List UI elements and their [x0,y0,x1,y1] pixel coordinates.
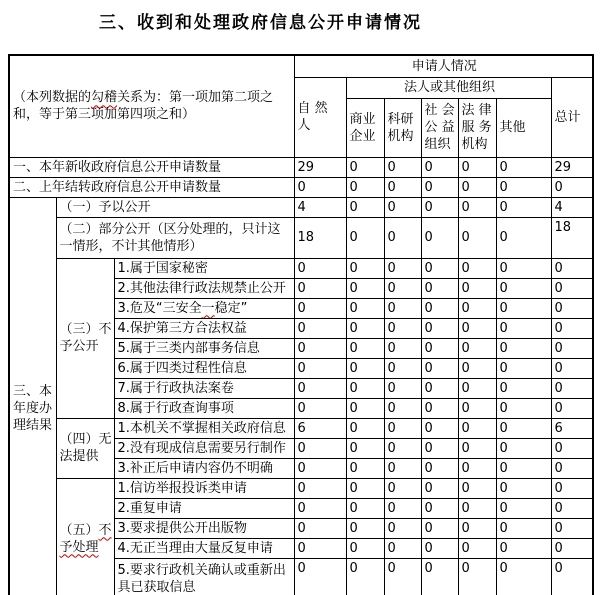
value-cell: 0 [384,398,421,418]
header-research: 科研机构 [384,98,421,157]
value-cell: 0 [458,217,496,258]
value-cell: 0 [294,538,346,558]
item-label: 6.属于四类过程性信息 [114,358,294,378]
value-cell: 0 [458,338,496,358]
value-cell: 0 [421,498,458,518]
value-cell: 0 [384,378,421,398]
row-label: 二、上年结转政府信息公开申请数量 [9,177,294,197]
value-cell: 6 [551,418,593,438]
value-cell: 0 [384,278,421,298]
header-row-1 [9,55,593,77]
value-cell: 0 [346,558,384,595]
value-cell: 0 [346,338,384,358]
value-cell: 29 [294,157,346,177]
value-cell: 0 [384,157,421,177]
value-cell: 0 [421,478,458,498]
value-cell: 0 [551,278,593,298]
value-cell: 0 [496,478,551,498]
section-results-label: 三、本年度办理结果 [9,197,56,595]
value-cell: 0 [384,177,421,197]
value-cell: 0 [496,458,551,478]
value-cell: 0 [346,157,384,177]
value-cell: 0 [421,338,458,358]
row-label: （一）予以公开 [56,197,294,217]
value-cell: 0 [384,438,421,458]
value-cell: 0 [458,298,496,318]
value-cell: 0 [458,538,496,558]
header-legal-org: 法人或其他组织 [346,77,551,98]
table-row [9,418,593,438]
note-cell [9,55,294,157]
value-cell: 0 [384,538,421,558]
value-cell: 0 [551,398,593,418]
value-cell: 0 [346,358,384,378]
value-cell: 0 [458,278,496,298]
item-label: 5.要求行政机关确认或重新出具已获取信息 [114,558,294,595]
table-row [9,157,593,177]
note-post: 关系为：第一项加第二项之和，等于第三项加第四项之和） [13,90,274,123]
disclosure-requests-table [8,54,594,595]
value-cell: 0 [346,418,384,438]
header-commercial: 商业企业 [346,98,384,157]
item-label: 1.本机关不掌握相关政府信息 [114,418,294,438]
value-cell: 0 [458,418,496,438]
value-cell: 0 [551,478,593,498]
value-cell: 0 [496,358,551,378]
item-label: 2.重复申请 [114,498,294,518]
table-row [9,478,593,498]
value-cell: 0 [294,478,346,498]
value-cell: 0 [294,498,346,518]
value-cell: 0 [551,558,593,595]
value-cell: 0 [421,217,458,258]
value-cell: 0 [294,458,346,478]
value-cell: 0 [496,498,551,518]
value-cell: 0 [384,518,421,538]
value-cell: 0 [384,318,421,338]
header-total: 总计 [551,77,593,157]
note-marked-text: 勾稽 [91,90,118,106]
value-cell: 0 [551,458,593,478]
value-cell: 0 [496,318,551,338]
item-label: 4.保护第三方合法权益 [114,318,294,338]
value-cell: 0 [421,558,458,595]
value-cell: 0 [551,518,593,538]
item-label: 3.补正后申请内容仍不明确 [114,458,294,478]
group-label-marked: 不予处理 [59,522,112,555]
value-cell: 0 [421,438,458,458]
header-other: 其他 [496,98,551,157]
value-cell: 0 [384,298,421,318]
value-cell: 0 [346,197,384,217]
value-cell: 0 [551,318,593,338]
table-row [9,217,593,258]
row-label: 一、本年新收政府信息公开申请数量 [9,157,294,177]
value-cell: 0 [496,518,551,538]
group-unable-label: （四）无法提供 [56,418,114,478]
item-label: 4.无正当理由大量反复申请 [114,538,294,558]
value-cell: 0 [346,278,384,298]
item-label [114,298,294,318]
value-cell: 0 [551,358,593,378]
value-cell: 0 [458,498,496,518]
value-cell: 0 [384,498,421,518]
value-cell: 0 [294,177,346,197]
value-cell: 0 [294,298,346,318]
value-cell: 0 [496,398,551,418]
value-cell: 0 [496,438,551,458]
value-cell: 0 [458,518,496,538]
table-row [9,258,593,278]
value-cell: 0 [421,418,458,438]
value-cell: 0 [458,177,496,197]
value-cell: 0 [551,498,593,518]
value-cell: 0 [294,518,346,538]
value-cell: 0 [458,318,496,338]
value-cell: 0 [384,558,421,595]
value-cell: 18 [294,217,346,258]
value-cell: 0 [384,197,421,217]
value-cell: 0 [458,458,496,478]
value-cell: 0 [384,458,421,478]
value-cell: 0 [421,538,458,558]
value-cell: 0 [421,398,458,418]
value-cell: 0 [346,438,384,458]
item-label-pre: 3.危及“三安全 [117,300,202,316]
value-cell: 0 [346,177,384,197]
item-label: 5.属于三类内部事务信息 [114,338,294,358]
item-label: 8.属于行政查询事项 [114,398,294,418]
value-cell: 0 [294,358,346,378]
value-cell: 0 [421,157,458,177]
value-cell: 0 [346,458,384,478]
value-cell: 0 [421,378,458,398]
item-label-marked: 一 [201,300,215,316]
value-cell: 0 [496,217,551,258]
value-cell: 0 [551,378,593,398]
value-cell: 0 [294,438,346,458]
value-cell: 0 [346,298,384,318]
value-cell: 0 [458,358,496,378]
value-cell: 0 [294,258,346,278]
value-cell: 0 [294,318,346,338]
value-cell: 0 [346,478,384,498]
value-cell: 0 [346,318,384,338]
value-cell: 0 [346,518,384,538]
value-cell: 0 [421,177,458,197]
group-refused-label: （三）不予公开 [56,258,114,418]
value-cell: 0 [551,338,593,358]
value-cell: 0 [294,378,346,398]
value-cell: 0 [551,538,593,558]
value-cell: 0 [346,217,384,258]
value-cell: 0 [458,258,496,278]
value-cell: 0 [496,378,551,398]
value-cell: 0 [346,498,384,518]
value-cell: 0 [496,338,551,358]
value-cell: 0 [384,217,421,258]
value-cell: 18 [551,217,593,258]
value-cell: 0 [421,518,458,538]
value-cell: 29 [551,157,593,177]
value-cell: 6 [294,418,346,438]
value-cell: 0 [551,258,593,278]
value-cell: 0 [384,478,421,498]
value-cell: 0 [496,177,551,197]
value-cell: 0 [458,398,496,418]
value-cell: 0 [421,318,458,338]
header-applicant: 申请人情况 [294,55,593,77]
table-row [9,177,593,197]
value-cell: 0 [496,157,551,177]
value-cell: 0 [294,338,346,358]
value-cell: 0 [384,358,421,378]
item-label: 2.没有现成信息需要另行制作 [114,438,294,458]
value-cell: 0 [551,438,593,458]
header-social-welfare: 社 会 公 益 组织 [421,98,458,157]
group-label-pre: （五） [59,522,99,538]
value-cell: 0 [496,418,551,438]
value-cell: 0 [421,278,458,298]
value-cell: 0 [384,338,421,358]
value-cell: 0 [294,558,346,595]
item-label: 7.属于行政执法案卷 [114,378,294,398]
item-label: 1.信访举报投诉类申请 [114,478,294,498]
value-cell: 0 [551,177,593,197]
item-label: 2.其他法律行政法规禁止公开 [114,278,294,298]
value-cell: 0 [421,197,458,217]
group-not-processed-label [56,478,114,595]
value-cell: 0 [496,538,551,558]
value-cell: 0 [458,378,496,398]
item-label-post: 稳定” [214,300,248,316]
table-row [9,197,593,217]
value-cell: 0 [384,258,421,278]
value-cell: 0 [458,438,496,458]
value-cell: 4 [551,197,593,217]
value-cell: 0 [496,258,551,278]
header-legal-service: 法 律 服 务 机构 [458,98,496,157]
header-natural-person: 自 然 人 [294,77,346,157]
value-cell: 0 [458,157,496,177]
row-label: （二）部分公开（区分处理的，只计这一情形，不计其他情形） [56,217,294,258]
item-label: 1.属于国家秘密 [114,258,294,278]
item-label: 3.要求提供公开出版物 [114,518,294,538]
value-cell: 0 [421,358,458,378]
value-cell: 0 [496,278,551,298]
value-cell: 0 [294,398,346,418]
value-cell: 0 [458,558,496,595]
value-cell: 4 [294,197,346,217]
value-cell: 0 [496,558,551,595]
value-cell: 0 [294,278,346,298]
page-title: 三、收到和处理政府信息公开申请情况 [99,13,422,33]
value-cell: 0 [346,378,384,398]
value-cell: 0 [496,298,551,318]
value-cell: 0 [421,258,458,278]
value-cell: 0 [346,398,384,418]
value-cell: 0 [346,538,384,558]
value-cell: 0 [421,298,458,318]
value-cell: 0 [496,197,551,217]
note-pre: （本列数据的 [13,90,92,106]
value-cell: 0 [458,478,496,498]
value-cell: 0 [458,197,496,217]
value-cell: 0 [384,418,421,438]
value-cell: 0 [551,298,593,318]
value-cell: 0 [421,458,458,478]
value-cell: 0 [346,258,384,278]
